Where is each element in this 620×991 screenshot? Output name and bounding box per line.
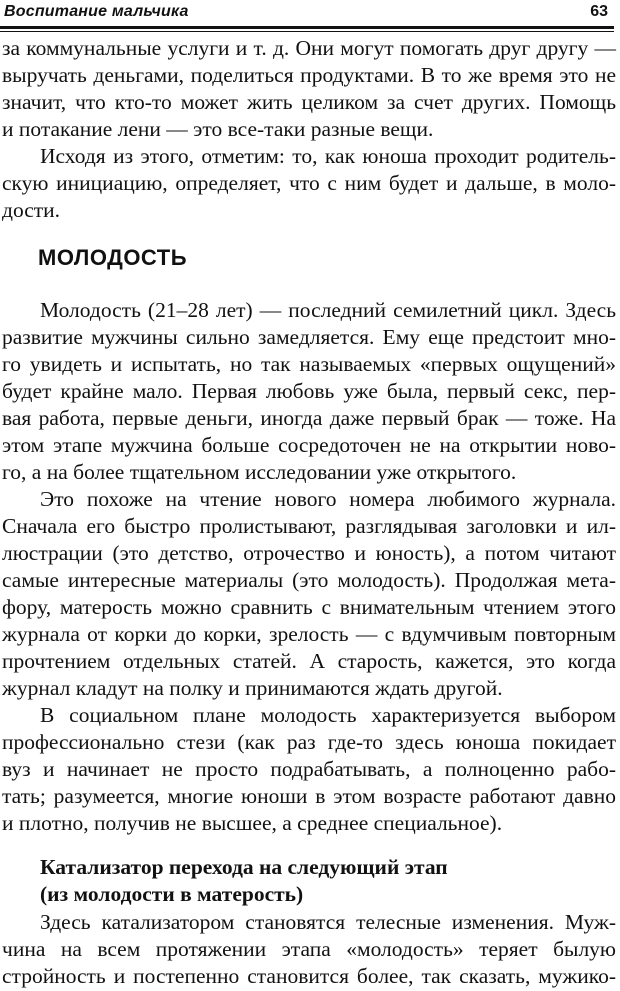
text-line: и потакание лени — это все-таки разные вещи. xyxy=(2,117,434,141)
section-title: МОЛОДОСТЬ xyxy=(38,245,188,270)
text-line: В социальном плане молодость характеризуется выбором xyxy=(40,703,616,727)
text-line: и плотно, получив не высшее, а среднее специальное). xyxy=(2,811,503,835)
text-line: Молодость (21–28 лет) — последний семилетний цикл. Здесь xyxy=(40,298,616,322)
text-line: прочтением отдельных статей. А старость, кажется, это когда xyxy=(2,649,616,673)
header-rule-thin xyxy=(0,31,614,32)
text-line: вая работа, первые деньги, иногда даже первый брак — тоже. На xyxy=(2,406,616,430)
subheading-line: (из молодости в матерость) xyxy=(40,882,304,906)
text-line: развитие мужчины сильно замедляется. Ему еще предстоит мно- xyxy=(2,325,616,349)
text-line: фору, матерость можно сравнить с внимательным чтением этого xyxy=(2,595,616,619)
text-line: самые интересные материалы (это молодость). Продолжая мета- xyxy=(2,568,616,592)
text-line: Сначала его быстро пролистывают, разглядывая заголовки и ил- xyxy=(2,514,616,538)
text-line: журнал кладут на полку и принимаются ждать другой. xyxy=(2,676,503,700)
page-number: 63 xyxy=(590,3,608,20)
text-line: значит, что кто-то может жить целиком за счет других. Помощь xyxy=(2,90,616,114)
text-line: за коммунальные услуги и т. д. Они могут помогать друг другу — xyxy=(2,36,616,60)
text-line: тать; разумеется, многие юноши в этом возрасте работают давно xyxy=(2,784,616,808)
text-line: этом этапе мужчина больше сосредоточен не на открытии ново- xyxy=(2,433,616,457)
text-line: Исходя из этого, отметим: то, как юноша проходит родитель- xyxy=(40,144,616,168)
text-line: го увидеть и испытать, но так называемых «первых ощущений» xyxy=(2,352,616,376)
text-line: выручать деньгами, поделиться продуктами. В то же время это не xyxy=(2,63,616,87)
text-line: дости. xyxy=(2,198,61,222)
running-title: Воспитание мальчика xyxy=(4,3,189,20)
page-header xyxy=(0,0,620,28)
text-line: профессионально стези (как раз где-то здесь юноша покидает xyxy=(2,730,616,754)
text-line: стройность и постепенно становится более, так сказать, мужико- xyxy=(2,964,616,988)
text-line: скую инициацию, определяет, что с ним будет и дальше, в моло- xyxy=(2,171,616,195)
text-line: журнала от корки до корки, зрелость — с вдумчивым повторным xyxy=(2,622,616,646)
text-line: Это похоже на чтение нового номера любимого журнала. xyxy=(40,487,616,511)
text-line: чина на всем протяжении этапа «молодость» теряет былую xyxy=(2,937,616,961)
text-line: будет крайне мало. Первая любовь уже была, первый секс, пер- xyxy=(2,379,616,403)
text-line: Здесь катализатором становятся телесные изменения. Муж- xyxy=(40,910,616,934)
text-line: вуз и начинает не просто подрабатывать, а полноценно рабо- xyxy=(2,757,616,781)
header-rule-thick xyxy=(0,26,614,29)
text-line: люстрации (это детство, отрочество и юность), а потом читают xyxy=(2,541,616,565)
subheading-line: Катализатор перехода на следующий этап xyxy=(40,855,448,879)
text-line: го, а на более тщательном исследовании уже открытого. xyxy=(2,460,517,484)
